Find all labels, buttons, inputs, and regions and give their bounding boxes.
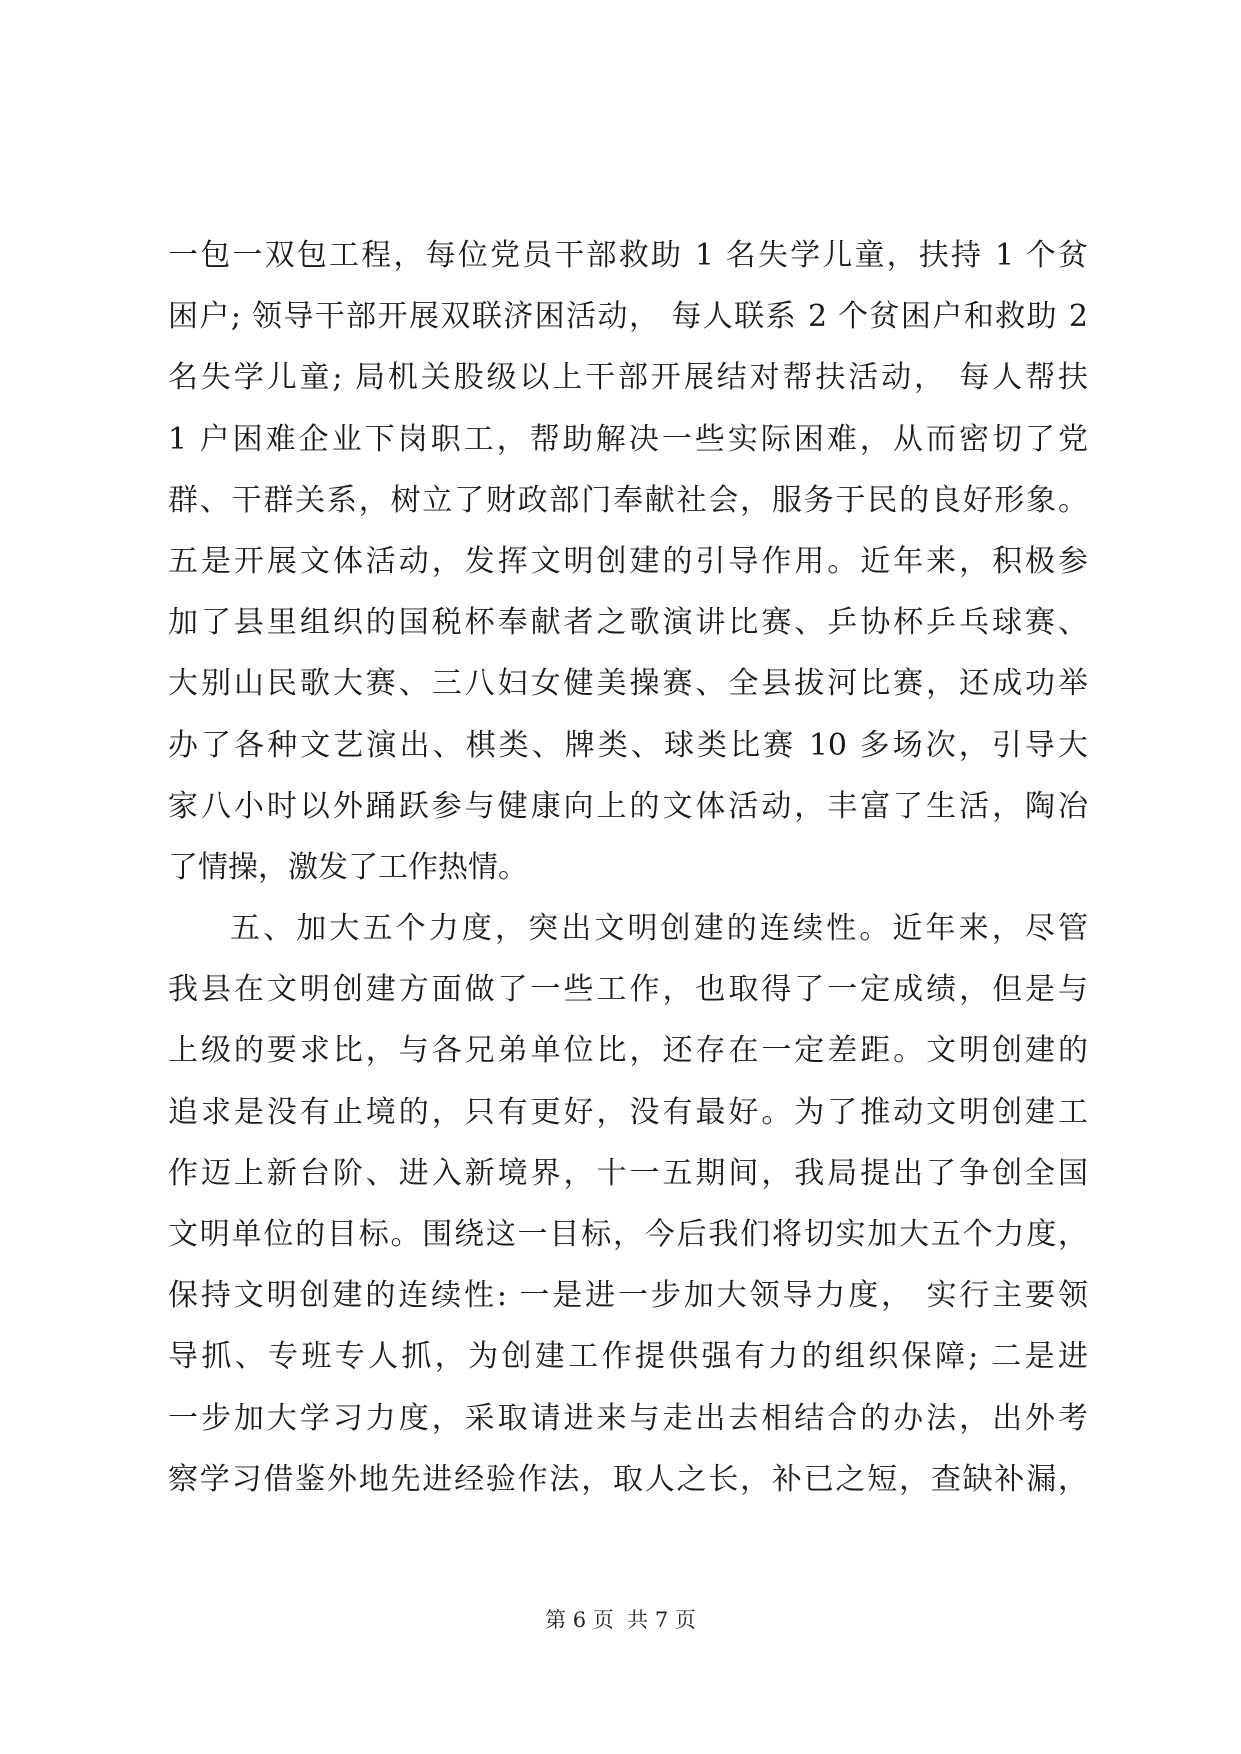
text-line: 上级的要求比，与各兄弟单位比，还存在一定差距。文明创建的 bbox=[168, 1033, 1088, 1069]
text-line: 我县在文明创建方面做了一些工作，也取得了一定成绩，但是与 bbox=[168, 972, 1088, 1008]
text-line: 五是开展文体活动，发挥文明创建的引导作用。近年来，积极参 bbox=[168, 543, 1088, 579]
text-line: 办了各种文艺演出、棋类、牌类、球类比赛 10 多场次，引导大 bbox=[168, 727, 1088, 763]
text-line: 加了县里组织的国税杯奉献者之歌演讲比赛、乒协杯乒乓球赛、 bbox=[168, 605, 1088, 641]
text-line: 文明单位的目标。围绕这一目标，今后我们将切实加大五个力度， bbox=[168, 1217, 1088, 1252]
text-line: 导抓、专班专人抓，为创建工作提供强有力的组织保障; 二是进 bbox=[168, 1339, 1088, 1375]
text-line: 一步加大学习力度，采取请进来与走出去相结合的办法，出外考 bbox=[168, 1400, 1088, 1436]
text-line: 大别山民歌大赛、三八妇女健美操赛、全县拔河比赛，还成功举 bbox=[168, 666, 1088, 702]
paragraph-end-line: 了情操，激发了工作热情。 bbox=[168, 849, 528, 885]
text-line: 作迈上新台阶、进入新境界，十一五期间，我局提出了争创全国 bbox=[168, 1155, 1088, 1191]
body-text bbox=[168, 225, 1088, 1510]
text-line: 困户; 领导干部开展双联济困活动， 每人联系 2 个贫困户和救助 2 bbox=[168, 299, 1088, 335]
text-line: 一包一双包工程，每位党员干部救助 1 名失学儿童，扶持 1 个贫 bbox=[168, 238, 1088, 273]
text-line: 1 户困难企业下岗职工，帮助解决一些实际困难，从而密切了党 bbox=[168, 421, 1088, 457]
text-line: 群、干群关系，树立了财政部门奉献社会，服务于民的良好形象。 bbox=[168, 482, 1088, 518]
text-line: 家八小时以外踊跃参与健康向上的文体活动，丰富了生活，陶冶 bbox=[168, 788, 1088, 824]
text-line: 察学习借鉴外地先进经验作法，取人之长，补已之短，查缺补漏， bbox=[168, 1461, 1088, 1497]
text-line: 名失学儿童; 局机关股级以上干部开展结对帮扶活动， 每人帮扶 bbox=[168, 360, 1088, 396]
text-line: 追求是没有止境的，只有更好，没有最好。为了推动文明创建工 bbox=[168, 1094, 1088, 1130]
page-number-footer: 第 6 页 共 7 页 bbox=[545, 1608, 696, 1632]
text-line: 保持文明创建的连续性: 一是进一步加大领导力度， 实行主要领 bbox=[168, 1278, 1088, 1314]
paragraph-first-line: 五、加大五个力度，突出文明创建的连续性。近年来，尽管 bbox=[230, 911, 1088, 947]
